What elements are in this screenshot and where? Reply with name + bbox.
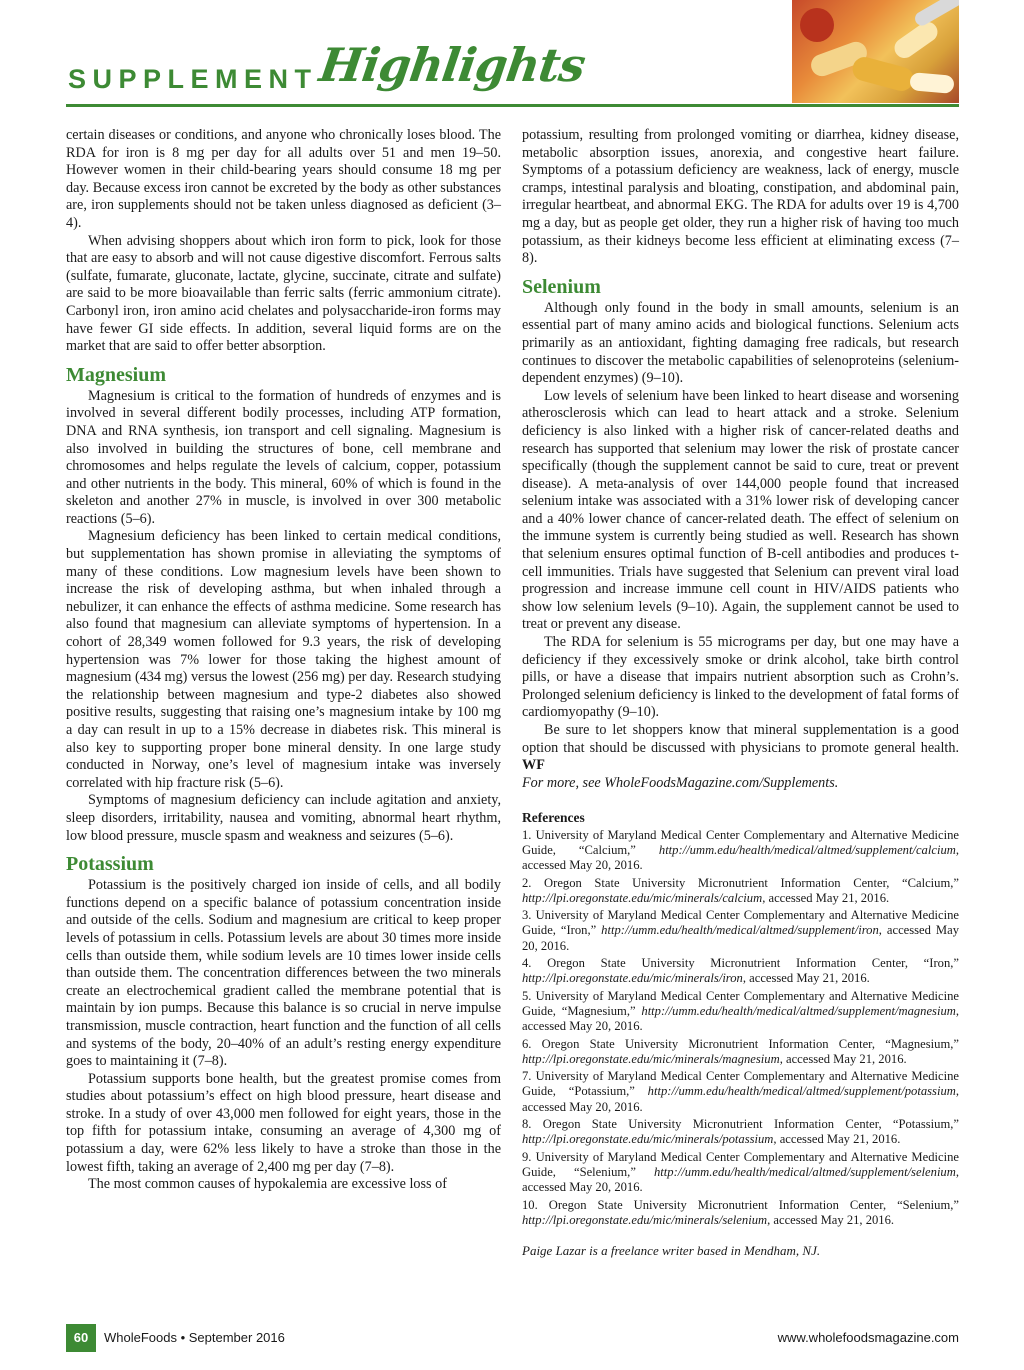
reference-url[interactable]: http://lpi.oregonstate.edu/mic/minerals/magnesium — [522, 1051, 780, 1066]
supplement-pills-photo — [792, 0, 959, 103]
reference-item — [522, 828, 959, 874]
reference-accessed: , accessed May 20, 2016. — [522, 1003, 959, 1034]
website-url: www.wholefoodsmagazine.com — [777, 1330, 959, 1345]
reference-text: 1. University of Maryland Medical Center Complementary and Alternative Medicine Guide, “Calcium,” — [522, 827, 959, 857]
paragraph: The RDA for selenium is 55 micrograms per day, but one may have a deficiency if they excessively smoke or drink alcohol, take birth control pills, or have a disease that impairs nutrient absorption such as Crohn’s. Prolonged selenium deficiency is linked to the development of fatal forms of cardiomyopathy (9–10). — [522, 634, 959, 721]
reference-text: 10. Oregon State University Micronutrient Information Center, “Selenium,” — [522, 1197, 959, 1212]
publication-issue: WholeFoods • September 2016 — [104, 1330, 285, 1345]
section-heading-selenium: Selenium — [522, 275, 601, 298]
reference-url[interactable]: http://umm.edu/health/medical/altmed/supplement/iron — [601, 923, 879, 938]
reference-url[interactable]: http://umm.edu/health/medical/altmed/supplement/potassium — [647, 1084, 956, 1099]
reference-accessed: , accessed May 20, 2016. — [522, 923, 959, 953]
reference-item — [522, 1037, 959, 1068]
author-bio: Paige Lazar is a freelance writer based in Mendham, NJ. — [522, 1243, 821, 1259]
reference-url[interactable]: http://lpi.oregonstate.edu/mic/minerals/potassium — [522, 1132, 774, 1147]
reference-accessed: , accessed May 21, 2016. — [779, 1051, 907, 1066]
reference-accessed: , accessed May 20, 2016. — [522, 1164, 959, 1195]
reference-url[interactable]: http://umm.edu/health/medical/altmed/supplement/selenium — [653, 1164, 956, 1179]
reference-accessed: , accessed May 21, 2016. — [742, 971, 870, 986]
right-column — [522, 127, 959, 1260]
paragraph: certain diseases or conditions, and anyone who chronically loses blood. The RDA for iron is 8 mg per day for all adults over 51 and men 19–50. However women in their child-bearing years should consume 18 mg per day. Because excess iron cannot be excreted by the body as other substances are, iron supplements should not be taken unless diagnosed as deficient (3–4). — [66, 127, 501, 231]
reference-item — [522, 1198, 959, 1229]
paragraph: Although only found in the body in small amounts, selenium is an essential part of many amino acids and biological functions. Selenium acts primarily as an antioxidant, fighting damaging free radicals, but research continues to discover the metabolic capabilities of selenoproteins (selenium-dependent enzymes) (9–10). — [522, 299, 959, 387]
paragraph: When advising shoppers about which iron form to pick, look for those that are easy to absorb and will not cause digestive discomfort. Ferrous salts (sulfate, fumarate, gluconate, lactate, glycine, succinate, citrate and sulfate) are said to be more bioavailable than ferric salts (ferric ammonium citrate). Carbonyl iron, iron amino acid chelates and polysaccharide-iron forms may have fewer GI side effects. In addition, several liquid forms are on the market that are said to offer better absorption. — [66, 232, 501, 355]
reference-text: 9. University of Maryland Medical Center Complementary and Alternative Medicine Guide, “Selenium,” — [522, 1149, 959, 1179]
reference-accessed: , accessed May 21, 2016. — [762, 890, 890, 905]
reference-url[interactable]: http://umm.edu/health/medical/altmed/supplement/magnesium — [641, 1003, 956, 1018]
page-number: 60 — [66, 1324, 96, 1352]
reference-accessed: , accessed May 20, 2016. — [522, 842, 959, 873]
paragraph: Symptoms of magnesium deficiency can include agitation and anxiety, sleep disorders, irritability, nausea and vomiting, abnormal heart rhythm, low blood pressure, muscle spasm and weakness and seizures (5–6). — [66, 792, 501, 844]
end-mark: WF — [522, 757, 545, 774]
reference-url[interactable]: http://lpi.oregonstate.edu/mic/minerals/iron — [522, 971, 743, 986]
reference-list — [522, 828, 959, 1228]
paragraph: Magnesium is critical to the formation of hundreds of enzymes and is involved in several different bodily processes, including ATP formation, DNA and RNA synthesis, ion transport and cell signaling. Magnesium is also involved in building the structures of bone, cell membrane and chromosomes and helps regulate the levels of calcium, copper, potassium and other nutrients in the body. This mineral, 60% of which is found in the skeleton and another 27% in muscle, is involved in over 300 metabolic reactions (5–6). — [66, 387, 501, 527]
paragraph — [522, 722, 959, 775]
reference-item — [522, 908, 959, 954]
reference-item — [522, 989, 959, 1035]
reference-url[interactable]: http://lpi.oregonstate.edu/mic/minerals/calcium — [522, 890, 763, 905]
more-link-note: For more, see WholeFoodsMagazine.com/Supplements. — [522, 774, 839, 791]
paragraph: Magnesium deficiency has been linked to certain medical conditions, but supplementation has shown promise in alleviating the symptoms of many of these conditions. Low magnesium levels have been shown to increase the risk of developing asthma, but when inhaled through a nebulizer, it can enhance the effects of asthma medicine. Some research has also found that magnesium can alleviate symptoms of hypertension. In a cohort of 28,349 women followed for 9.3 years, the risk of developing hypertension was 7% lower for those taking the highest amount of magnesium (434 mg) versus the lowest (256 mg) per day. Research studying the relationship between magnesium and type-2 diabetes also showed positive results, suggesting that raising one’s magnesium intake by 100 mg a day can result in up to a 15% decrease in diabetes risk. This mineral is also key to supporting proper bone mineral density. In one large study conducted in Norway, one’s level of magnesium intake was inversely correlated with hip fracture risk (5–6). — [66, 528, 501, 791]
section-heading-magnesium: Magnesium — [66, 363, 166, 386]
reference-item — [522, 956, 959, 987]
reference-accessed: , accessed May 20, 2016. — [522, 1084, 959, 1114]
reference-url[interactable]: http://lpi.oregonstate.edu/mic/minerals/selenium — [522, 1212, 768, 1227]
reference-item — [522, 1117, 959, 1148]
reference-text: 8. Oregon State University Micronutrient Information Center, “Potassium,” — [522, 1117, 959, 1132]
reference-text: 5. University of Maryland Medical Center Complementary and Alternative Medicine Guide, “Magnesium,” — [522, 988, 959, 1018]
reference-text: 6. Oregon State University Micronutrient Information Center, “Magnesium,” — [522, 1036, 959, 1051]
section-title-supplement: SUPPLEMENT — [68, 64, 318, 94]
reference-text: 2. Oregon State University Micronutrient Information Center, “Calcium,” — [522, 875, 959, 890]
section-heading-potassium: Potassium — [66, 853, 154, 876]
paragraph: Potassium supports bone health, but the greatest promise comes from studies about potassium’s effect on high blood pressure, heart disease and stroke. In a study of over 43,000 men followed for eight years, those in the top fifth for potassium intake, consuming an average of 4,300 mg of potassium a day, were 62% less likely to have a stroke than those in the lowest fifth, taking an average of 2,400 mg per day (7–8). — [66, 1070, 501, 1175]
reference-item — [522, 1069, 959, 1115]
reference-item — [522, 1150, 959, 1196]
reference-text: 7. University of Maryland Medical Center Complementary and Alternative Medicine Guide, “Potassium,” — [522, 1069, 959, 1099]
page-header — [0, 0, 1024, 112]
reference-accessed: , accessed May 21, 2016. — [773, 1132, 901, 1147]
references — [522, 810, 959, 1228]
references-heading: References — [522, 810, 585, 826]
reference-url[interactable]: http://umm.edu/health/medical/altmed/supplement/calcium — [658, 842, 956, 857]
section-title-highlights: Highlights — [316, 38, 589, 92]
header-rule — [66, 104, 959, 107]
reference-text: 4. Oregon State University Micronutrient Information Center, “Iron,” — [522, 956, 959, 971]
paragraph: Potassium is the positively charged ion inside of cells, and all bodily functions depend on a specific balance of potassium concentration inside and outside of the cells. Sodium and magnesium are critical to keep proper levels of potassium in cells. Potassium levels are about 30 times more inside cells than outside them, while sodium levels are 10 times lower inside cells than outside them. The concentration differences between the two minerals create an electrochemical gradient called the membrane potential that is maintain by ion pumps. Because this balance is so crucial in nerve impulse transmission, muscle contraction, heart function and the function of all cells and systems of the body, 20–40% of an adult’s resting energy expenditure goes to maintaining it (7–8). — [66, 877, 501, 1070]
page-footer — [66, 1324, 959, 1352]
reference-accessed: , accessed May 21, 2016. — [767, 1212, 895, 1227]
reference-text: 3. University of Maryland Medical Center Complementary and Alternative Medicine Guide, “Iron,” — [522, 908, 959, 938]
paragraph: Low levels of selenium have been linked to heart disease and worsening atherosclerosis which can lead to heart attack and a stroke. Selenium deficiency is also linked with a higher risk of cancer-related deaths and research has supported that selenium may lower the risk of prostate cancer specifically (though the supplement cannot be said to cure, treat or prevent disease). A meta-analysis of over 144,000 people found that increased selenium intake was associated with a 31% lower risk of developing cancer and a 40% lower chance of cancer-related death. The effect of selenium on the immune system is currently being studied as well. Research has shown that selenium ensures optimal function of B-cell antibodies and produces t-cell immunities. Trials have suggested that Selenium can prevent viral load progression and increase immune cell count in HIV/AIDS patients who show low selenium levels (9–10). Again, the supplement cannot be used to treat or prevent any disease. — [522, 387, 959, 633]
paragraph: potassium, resulting from prolonged vomiting or diarrhea, kidney disease, metabolic absorption issues, anorexia, and congestive heart failure. Symptoms of a potassium deficiency are weakness, lack of energy, muscle cramps, intestinal paralysis and bloating, constipation, and abdominal pain, irregular heartbeat, and abnormal EKG. The RDA for adults over 19 is 4,700 mg a day, but as people get older, they run a higher risk of having too much potassium, as their kidneys become less efficient at eliminating excess (7–8). — [522, 127, 959, 267]
reference-item — [522, 876, 959, 907]
paragraph: The most common causes of hypokalemia are excessive loss of — [88, 1176, 447, 1193]
left-column — [66, 127, 501, 1194]
closing-text: Be sure to let shoppers know that mineral supplementation is a good option that should be discussed with physicians to promote general health. — [522, 722, 959, 756]
